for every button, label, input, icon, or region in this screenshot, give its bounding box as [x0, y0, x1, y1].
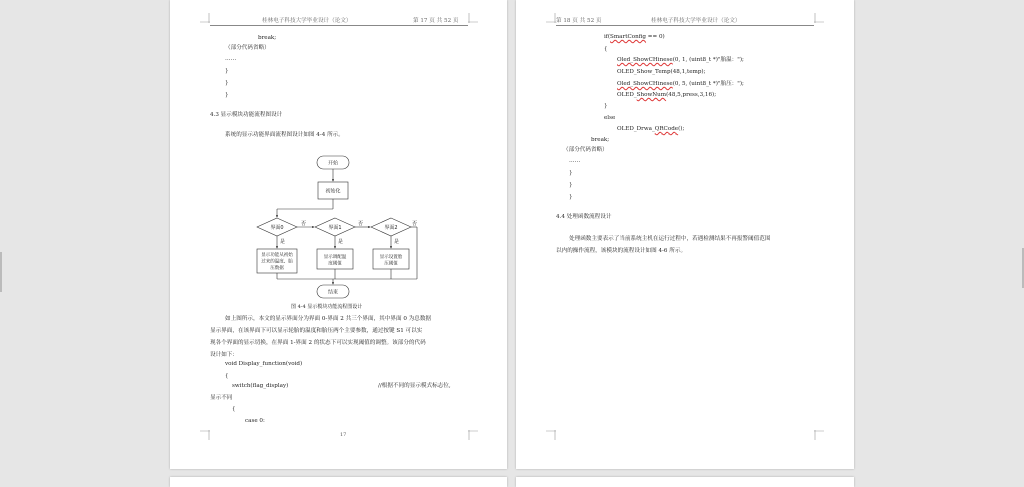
- code-comment: //根据不同的显示模式标志位,: [378, 383, 451, 389]
- document-page-20: [516, 477, 854, 487]
- paragraph-line: 显示界面，在该界面下可以显示轮胎的温度和胎压两个主要参数，通过按键 S1 可以实: [210, 328, 423, 334]
- section-heading: 4.3 显示模块功能流程图设计: [210, 112, 283, 118]
- code-line: OLED_Drwa_QRCode();: [617, 126, 685, 132]
- code-line: （部分代码省略）: [225, 45, 270, 51]
- section-heading: 4.4 处理函数流程设计: [556, 214, 612, 220]
- crop-mark-icon: [814, 13, 824, 23]
- figure-caption: 图 4-4 显示模块功能流程图设计: [291, 304, 363, 310]
- flow-yes-label: 是: [338, 239, 344, 245]
- flow-yes-label: 是: [394, 239, 400, 245]
- code-line: 显示不同: [210, 395, 233, 401]
- header-rule: [556, 25, 814, 26]
- flow-process-1-line: 度阈值: [328, 261, 342, 267]
- flow-yes-label: 是: [280, 239, 286, 245]
- paragraph-line: 处理函数主要表示了当前系统主机在运行过程中，若遇检测结果不再报警阈值范围: [569, 236, 771, 242]
- code-line: }: [569, 170, 573, 176]
- page-header-number: 第 17 页 共 52 页: [413, 18, 459, 24]
- paragraph-line: 设计如下：: [210, 352, 238, 358]
- flow-process-0-line: 过来的温度、胎: [261, 259, 293, 265]
- paragraph-line: 以内的操作流程，该模块的流程设计如图 4-6 所示。: [556, 248, 687, 254]
- code-line: ……: [225, 56, 237, 62]
- flow-process-1-line: 显示调配温: [323, 255, 347, 260]
- flow-process-0-line: 显示功能从初始: [261, 253, 293, 258]
- document-page-17: [170, 0, 507, 469]
- flow-decision-2-label: 界面2: [384, 225, 398, 231]
- code-line: ……: [569, 158, 581, 164]
- crop-mark-icon: [468, 430, 478, 440]
- document-page-18: [516, 0, 854, 469]
- code-line: {: [604, 46, 608, 52]
- page-footer-number: 17: [340, 432, 347, 438]
- code-line: break;: [258, 35, 277, 41]
- code-line: else: [604, 115, 616, 121]
- crop-mark-icon: [200, 13, 210, 23]
- code-line: Oled_ShowCHinese(0, 1, (uint8_t *)"胎温：");: [617, 57, 744, 63]
- document-page-19: [170, 477, 507, 487]
- code-line: }: [569, 182, 573, 188]
- flowchart-diagram: [255, 153, 425, 301]
- code-line: }: [225, 80, 229, 86]
- flow-no-label: 否: [358, 221, 364, 227]
- header-rule: [210, 25, 468, 26]
- left-scroll-indicator[interactable]: [0, 252, 2, 292]
- code-line: case 0:: [245, 418, 265, 424]
- crop-mark-icon: [546, 13, 556, 23]
- code-line: OLED_Show_Temp(48,1,temp);: [617, 69, 706, 75]
- code-line: }: [604, 103, 608, 109]
- crop-mark-icon: [814, 430, 824, 440]
- code-line: break;: [591, 137, 610, 143]
- code-line: }: [569, 194, 573, 200]
- flow-init-label: 初始化: [325, 188, 341, 195]
- crop-mark-icon: [546, 430, 556, 440]
- flow-no-label: 否: [301, 221, 307, 227]
- flow-decision-0-label: 界面0: [270, 225, 284, 231]
- code-line: if(SmartConfig == 0): [604, 34, 665, 40]
- flow-decision-1-label: 界面1: [328, 225, 342, 231]
- code-line: void Display_function(void): [225, 361, 303, 367]
- code-line: Oled_ShowCHinese(0, 5, (uint8_t *)"胎压：");: [617, 81, 744, 87]
- paragraph: 系统的显示功能界面流程图设计如图 4-4 所示。: [225, 132, 344, 138]
- flow-end-label: 结束: [327, 289, 339, 296]
- page-header-title: 桂林电子科技大学毕业设计（论文）: [262, 18, 352, 24]
- code-line: {: [225, 373, 229, 379]
- code-line: }: [225, 68, 229, 74]
- flow-process-2-line: 压阈值: [384, 261, 398, 267]
- flow-start-label: 开始: [327, 160, 339, 167]
- code-line: switch(flag_display): [232, 383, 289, 389]
- paragraph-line: 现各个界面的显示切换，在界面 1-界面 2 的状态下可以实现阈值的调整。该部分的代码: [210, 340, 426, 346]
- code-line: （部分代码省略）: [563, 147, 608, 153]
- crop-mark-icon: [468, 13, 478, 23]
- paragraph-line: 如上图所示，本文的显示界面分为界面 0-界面 2 共三个界面，其中界面 0 为总数据: [225, 316, 432, 322]
- flow-process-2-line: 显示设置胎: [379, 255, 403, 260]
- page-header-title: 桂林电子科技大学毕业设计（论文）: [651, 18, 741, 24]
- page-header-number: 第 18 页 共 52 页: [556, 18, 602, 24]
- code-line: OLED_ShowNum(48,5,press,3,16);: [617, 92, 717, 98]
- crop-mark-icon: [200, 430, 210, 440]
- code-line: {: [232, 406, 236, 412]
- code-line: }: [225, 92, 229, 98]
- flow-process-0-line: 压数据: [270, 266, 284, 271]
- flow-no-label: 否: [412, 221, 418, 227]
